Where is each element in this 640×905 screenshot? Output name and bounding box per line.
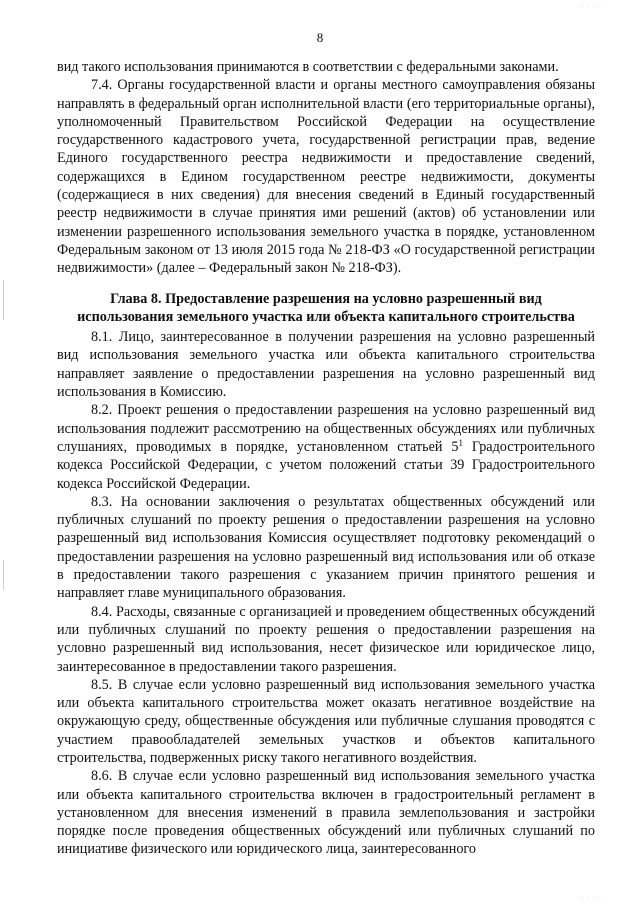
paragraph-8-5: 8.5. В случае если условно разрешенный вид использования земельного участка или объекта капитального строительства может оказать негативное воздействие на окружающую среду, общественные обсуждения или публичные слушания проводятся с участием правообладателей земельных участков и объектов капитального строительства, подверженных риску такого негативного воздействия. xyxy=(57,676,595,766)
document-body xyxy=(57,58,595,859)
paragraph-8-2 xyxy=(57,401,595,492)
scan-corner-mark: . . . . xyxy=(581,2,602,9)
scan-edge-mark xyxy=(3,280,4,320)
paragraph-8-1: 8.1. Лицо, заинтересованное в получении разрешения на условно разрешенный вид использования земельного участка или объекта капитального строительства направляет заявление о предоставлении разрешения на условно разрешенный вид использования в Комиссию. xyxy=(57,329,595,401)
paragraph-8-3: 8.3. На основании заключения о результатах общественных обсуждений или публичных слушаний по проекту решения о предоставлении разрешения на условно разрешенный вид использования Комиссия осуществляет подготовку рекомендаций о предоставлении разрешения на условно разрешенный вид использования или об отказе в предоставлении такого разрешения с указанием причин принятого решения и направляет главе муниципального образования. xyxy=(57,493,595,602)
page-number: 8 xyxy=(316,30,324,45)
scan-corner-mark: . . . . xyxy=(581,893,602,900)
paragraph-8-2-text: 8.2. Проект решения о предоставлении разрешения на условно разрешенный вид использования подлежит рассмотрению на общественных обсуждениях или публичных слушаниях, проводимых в порядке, установленном статьей 5 xyxy=(57,402,595,455)
paragraph-7-4: 7.4. Органы государственной власти и органы местного самоуправления обязаны направлять в федеральный орган исполнительной власти (его территориальные органы), уполномоченный Правительством Российской Федерации на осуществление государственного кадастрового учета, государственной регистрации прав, ведение Единого государственного реестра недвижимости и предоставление сведений, содержащихся в Едином государственном реестре недвижимости, документы (содержащиеся в них сведения) для внесения сведений в Единый государственный реестр недвижимости в случае принятия ими решений (актов) об установлении или изменении разрешенного использования земельного участка в порядке, установленном Федеральным законом от 13 июля 2015 года № 218-ФЗ «О государственной регистрации недвижимости» (далее – Федеральный закон № 218-ФЗ). xyxy=(57,77,595,277)
paragraph-continuation: вид такого использования принимаются в соответствии с федеральными законами. xyxy=(57,59,559,75)
paragraph-8-2-text-end: Градостроительного кодекса Российской Федерации, с учетом положений статьи 39 Градостроительного кодекса Российской Федерации. xyxy=(57,438,596,492)
scan-edge-mark xyxy=(3,560,4,590)
chapter-heading-line-1: Глава 8. Предоставление разрешения на условно разрешенный вид xyxy=(110,290,542,307)
superscript: 1 xyxy=(458,437,463,448)
paragraph-8-4: 8.4. Расходы, связанные с организацией и проведением общественных обсуждений или публичных слушаний по проекту решения о предоставлении разрешения на условно разрешенный вид использования, несет физическое или юридическое лицо, заинтересованное в предоставлении такого разрешения. xyxy=(57,603,595,675)
chapter-heading-line-2: использования земельного участка или объекта капитального строительства xyxy=(77,308,575,325)
paragraph-8-6: 8.6. В случае если условно разрешенный вид использования земельного участка или объекта капитального строительства включен в градостроительный регламент в установленном для внесения изменений в правила землепользования и застройки порядке после проведения общественных обсуждений или публичных слушаний по инициативе физического или юридического лица, заинтересованного xyxy=(57,768,595,858)
chapter-heading xyxy=(57,290,595,327)
